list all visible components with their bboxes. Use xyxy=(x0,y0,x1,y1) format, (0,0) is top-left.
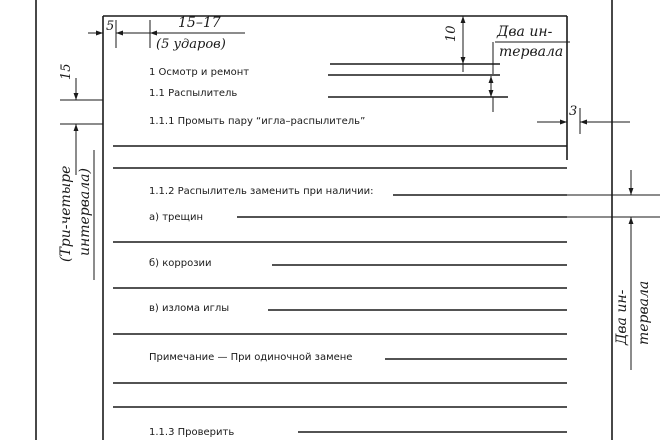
indent-value: 15–17 xyxy=(178,15,221,31)
item-b: б) коррозии xyxy=(149,258,212,269)
left-spacing-dimension xyxy=(60,78,103,175)
item-1: 1 Осмотр и ремонт xyxy=(149,67,250,78)
item-1-1-2: 1.1.2 Распылитель заменить при наличии: xyxy=(149,186,374,197)
two-intervals-right-line1: Два ин- xyxy=(614,289,630,345)
page-frame xyxy=(103,16,567,440)
item-1-1: 1.1 Распылитель xyxy=(149,88,238,99)
indent-note: (5 ударов) xyxy=(156,37,226,52)
two-intervals-top-line1: Два ин- xyxy=(497,24,553,40)
note: Примечание — При одиночной замене xyxy=(149,352,353,363)
top-spacing-value: 10 xyxy=(444,25,459,42)
right-margin-value: 3 xyxy=(569,104,578,119)
left-margin-value: 5 xyxy=(106,19,115,34)
two-intervals-right-line2: тервала xyxy=(636,280,652,345)
three-four-line2: интервала) xyxy=(77,168,93,256)
item-1-1-3: 1.1.3 Проверить xyxy=(149,427,235,438)
left-spacing-value: 15 xyxy=(59,63,74,80)
right-margin-dimension xyxy=(537,108,630,134)
item-c: в) излома иглы xyxy=(149,303,230,314)
two-intervals-top-line2: тервала xyxy=(499,44,564,60)
outer-frame xyxy=(36,0,612,440)
item-1-1-1: 1.1.1 Промыть пару “игла–распылитель” xyxy=(149,116,366,127)
three-four-line1: (Три-четыре xyxy=(58,165,74,262)
item-a: а) трещин xyxy=(149,212,203,223)
